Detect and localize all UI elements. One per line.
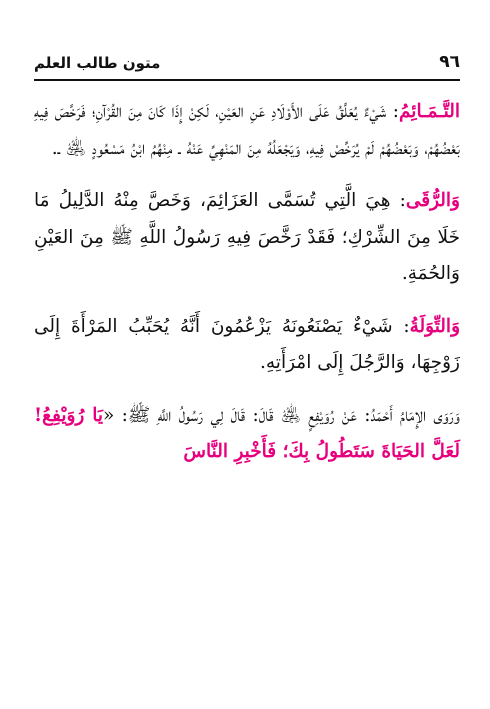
paragraph-tamaim (34, 94, 460, 167)
paragraph-hadith (34, 398, 460, 471)
hadith-narration: وَرَوَى الإِمَامُ أَحْمَدُ: عَنْ رُوَيْفِعٍ ﵁ قَالَ: قَالَ لِي رَسُولُ اللَّهِ ﷺ: « (102, 404, 460, 426)
term-tamaim: التَّـمَـائِمُ (399, 101, 460, 122)
paragraph-ruqa (34, 183, 460, 293)
page-body (34, 94, 460, 471)
definition-tamaim: : شَيْءٌ يُعَلَّقُ عَلَى الأَوْلَادِ عَنِ العَيْنِ، لَكِنْ إِذَا كَانَ مِنَ القُرْآنِ؛ فَرَخَّصَ فِيهِ بَعْضُهُمْ، وَبَعْضُهُمْ لَمْ يُرَخِّصْ فِيهِ، وَيَجْعَلُهُ مِنَ المَنْهِيِّ عَنْهُ ـ مِنْهُمُ ابْنُ مَسْعُودٍ ﵁ ـ. (34, 101, 460, 159)
hadith-quote: يَا رُوَيْفِعُ! لَعَلَّ الحَيَاةَ سَتَطُولُ بِكَ؛ فَأَخْبِرِ النَّاسَ (34, 404, 460, 462)
paragraph-tiwala (34, 309, 460, 382)
term-ruqa: وَالرُّقَى (405, 190, 460, 211)
page-number: ٩٦ (439, 52, 460, 72)
header-divider (34, 79, 460, 81)
book-title: متون طالب العلم (34, 54, 161, 72)
definition-ruqa: : هِيَ الَّتِي تُسَمَّى العَزَائِمَ، وَخَصَّ مِنْهُ الدَّلِيلُ مَا خَلَا مِنَ الشِّرْكِ؛ فَقَدْ رَخَّصَ فِيهِ رَسُولُ اللَّهِ ﷺ مِنَ العَيْنِ وَالحُمَةِ. (34, 190, 460, 284)
definition-tiwala: : شَيْءٌ يَصْنَعُونَهُ يَزْعُمُونَ أَنَّهُ يُحَبِّبُ المَرْأَةَ إِلَى زَوْجِهَا، وَالرَّجُلَ إِلَى امْرَأَتِهِ. (34, 315, 460, 373)
term-tiwala: وَالتِّوَلَةُ (409, 315, 460, 337)
running-header (34, 52, 460, 76)
